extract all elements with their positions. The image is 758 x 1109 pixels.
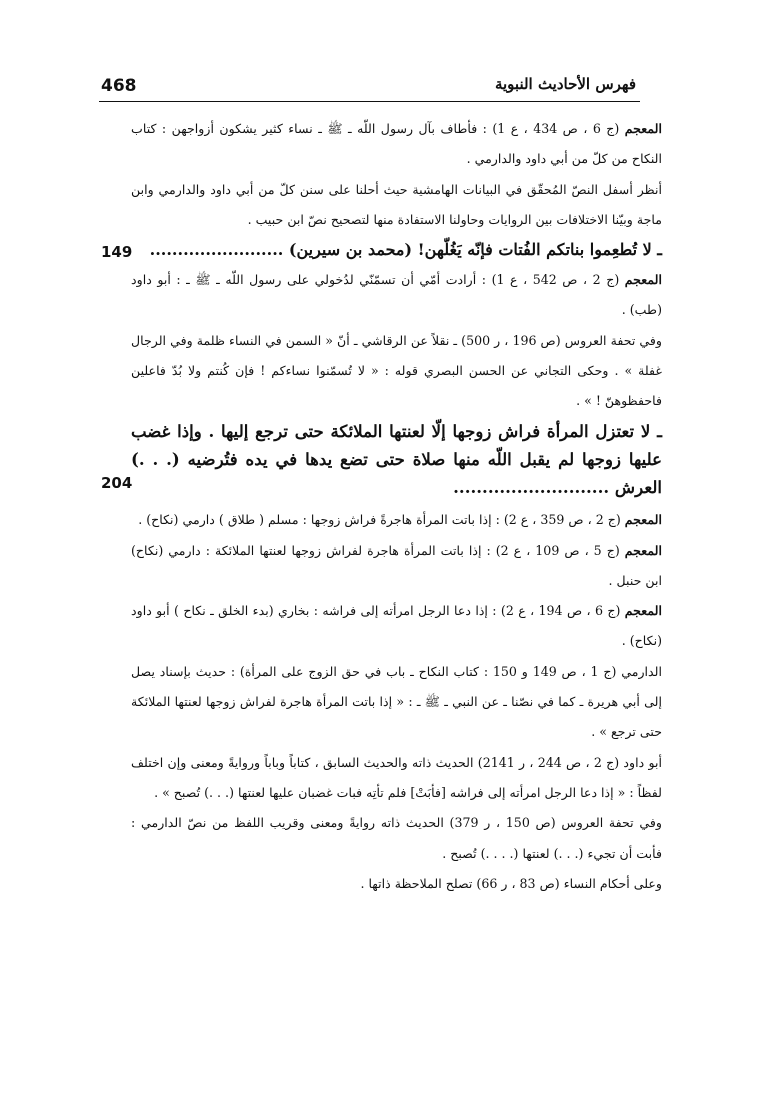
paragraph	[131, 114, 662, 175]
page-number: 468	[101, 76, 137, 96]
paragraph	[131, 869, 662, 899]
paragraph	[131, 505, 662, 535]
paragraph	[131, 596, 662, 657]
paragraph-text: (ج 6 ، ص 194 ، ع 2) : إذا دعا الرجل امرأته إلى فراشه : بخاري (بدء الخلق ـ نكاح ) أبو داود (نكاح) .	[131, 603, 662, 649]
source-name: المعجم	[624, 272, 662, 288]
header-rule	[99, 101, 640, 102]
paragraph-text: وفي تحفة العروس (ص 150 ، ر 379) الحديث ذاته روايةً ومعنى وقريب اللفظ من نصّ الدارمي : فأبت أن تجيء (. . .) لعنتها (. . . .) تُصبح .	[131, 815, 662, 861]
paragraph-text: وفي تحفة العروس (ص 196 ، ر 500) ـ نقلاً عن الرقاشي ـ أنّ « السمن في النساء ظلمة وفي الرجال غفلة » . وحكى التجاني عن الحسن البصري قوله : « لا تُسمّنوا نساءكم ! فإن كُنتم ولا بُدّ فاعلين فاحفظوهنّ ! » .	[131, 332, 663, 409]
paragraph-text: (ج 6 ، ص 434 ، ع 1) : فأطاف بآل رسول اللّه ـ ﷺ ـ نساء كثير يشكون أزواجهن : كتاب النكاح من كلّ من أبي داود والدارمي .	[131, 121, 662, 167]
paragraph-text: (ج 2 ، ص 359 ، ع 2) : إذا باتت المرأة هاجرةً فراش زوجها : مسلم ( طلاق ) دارمي (نكاح) .	[138, 512, 625, 528]
entry-page-ref: 204	[101, 474, 133, 493]
hadith-entry	[101, 235, 662, 265]
paragraph	[131, 265, 662, 326]
hadith-text: ـ لا تُطعِموا بناتكم الفُتات فإنّه يَغُلّهن! (محمد بن سيرين) ........................	[149, 240, 662, 260]
paragraph	[131, 657, 662, 748]
paragraph	[131, 808, 662, 869]
paragraph	[131, 175, 662, 236]
hadith-entry	[101, 417, 662, 502]
hadith-text: ـ لا تعتزل المرأة فراش زوجها إلّا لعنتها الملائكة حتى ترجع إليها . وإذا غضب عليها زوجها لم يقبل اللّه منها صلاة حتى تضع يدها في يده فتُرضيه (. . .) العرش ...........................	[131, 420, 662, 498]
paragraph-text: وعلى أحكام النساء (ص 83 ، ر 66) تصلح الملاحظة ذاتها .	[360, 875, 662, 891]
paragraph	[131, 326, 662, 417]
paragraph-text: (ج 2 ، ص 542 ، ع 1) : أرادت أمّي أن تسمّنّي لدُخولي على رسول اللّه ـ ﷺ ـ : أبو داود (طب) .	[131, 272, 662, 318]
running-title: فهرس الأحاديث النبوية	[494, 75, 636, 93]
source-name: المعجم	[624, 542, 662, 558]
paragraph	[131, 748, 662, 809]
entry-page-ref: 149	[101, 243, 133, 262]
paragraph	[131, 536, 662, 597]
source-name: المعجم	[624, 603, 662, 619]
source-name: المعجم	[624, 512, 662, 528]
paragraph-text: (ج 5 ، ص 109 ، ع 2) : إذا باتت المرأة هاجرة لفراش زوجها لعنتها الملائكة : دارمي (نكاح) ابن حنبل .	[131, 542, 662, 588]
paragraph-text: أبو داود (ج 2 ، ص 244 ، ر 2141) الحديث ذاته والحديث السابق ، كتاباً وباباً وروايةً ومعنى وإن اختلف لفظاً : « إذا دعا الرجل امرأته إلى فراشه [فأبَتْ] فلم تأتِه فبات غضبان عليها لعنتها (. . .) تُصبح » .	[131, 754, 662, 800]
paragraph-text: الدارمي (ج 1 ، ص 149 و 150 : كتاب النكاح ـ باب في حق الزوج على المرأة) : حديث بإسناد يصل إلى أبي هريرة ـ كما في نصّنا ـ عن النبي ـ ﷺ ـ : « إذا باتت المرأة هاجرة لفراش زوجها لعنتها الملائكة حتى ترجع » .	[131, 663, 662, 740]
page-body	[101, 114, 663, 899]
paragraph-text: أنظر أسفل النصّ المُحقّق في البيانات الهامشية حيث أحلنا على سنن كلّ من أبي داود والدارمي وابن ماجة وبيّنا الاختلافات بين الروايات وحاولنا الاستفادة منها لتصحيح نصّ ابن حبيب .	[131, 181, 662, 227]
source-name: المعجم	[624, 121, 662, 136]
